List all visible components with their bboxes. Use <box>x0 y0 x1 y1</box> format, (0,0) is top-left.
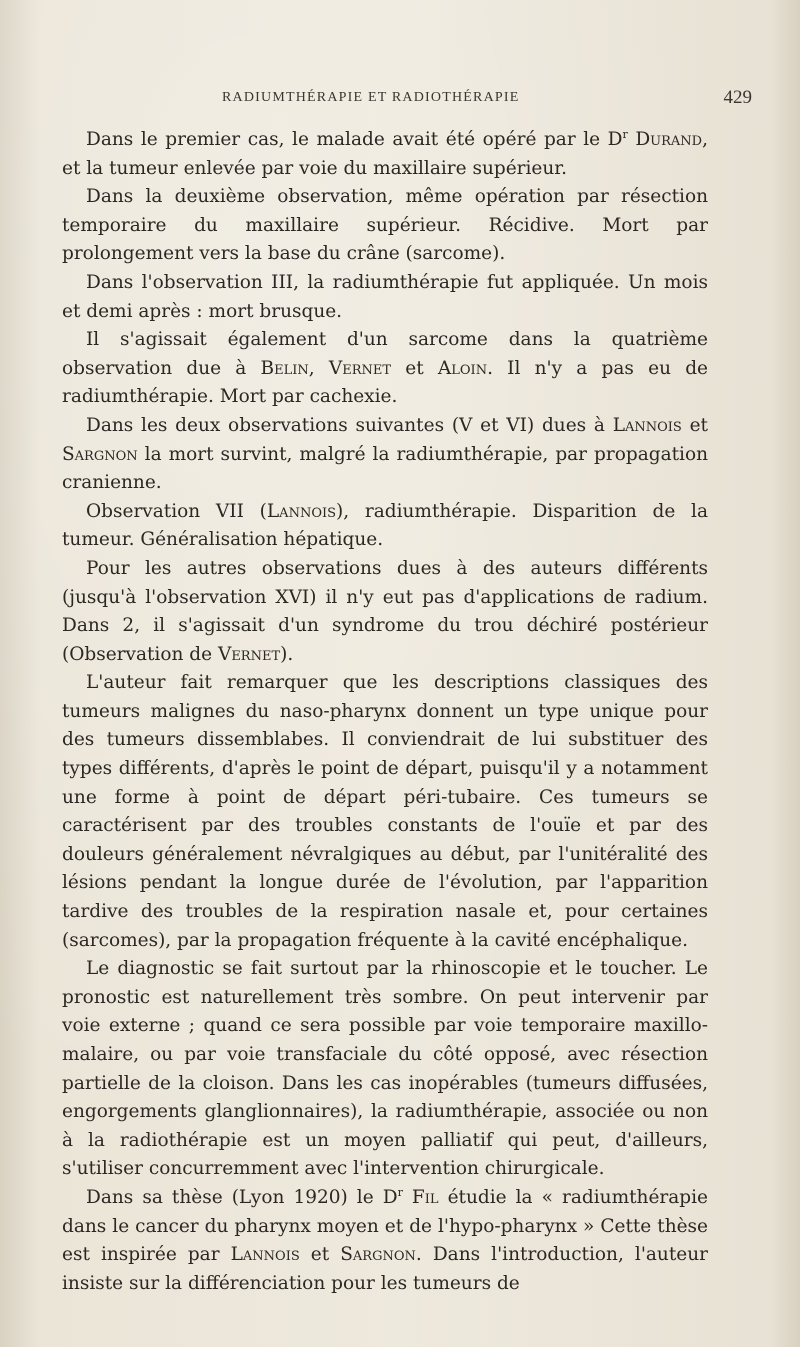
paragraph-9: Le diagnostic se fait surtout par la rhinoscopie et le toucher. Le pronostic est naturellement très sombre. On peut intervenir par voie externe ; quand ce sera possible par voie temporaire maxillo-malaire, ou par voie transfaciale du côté opposé, avec résection partielle de la cloison. Dans les cas inopérables (tumeurs diffusées, engorgements glanglionnaires), la radiumthérapie, associée ou non à la radiothérapie est un moyen palliatif qui peut, d'ailleurs, s'utiliser concurremment avec l'intervention chirurgicale. <box>62 958 708 1180</box>
text-run: Pour les autres observations dues à des auteurs différents (jusqu'à l'observation XVI) il n'y eut pas d'applications de radium. Dans 2, il s'agissait d'un syndrome du trou déchiré postérieur (Observation de <box>62 557 708 665</box>
text-run: . Dans l'introduction, l'auteur insiste sur la différenciation pour les tumeurs de <box>62 1244 708 1294</box>
text-run: et <box>299 1244 341 1266</box>
paragraph-4 <box>62 326 708 412</box>
superscript: r <box>397 1185 403 1199</box>
running-title: RADIUMTHÉRAPIE ET RADIOTHÉRAPIE <box>222 90 520 105</box>
paragraph-7 <box>62 555 708 669</box>
text-run: Observation VII ( <box>86 500 267 522</box>
author-name: Lannois <box>266 500 337 522</box>
text-run: Il s'agissait également d'un sarcome dans la quatrième observation due à <box>62 329 708 379</box>
text-run: ). <box>280 643 294 665</box>
paragraph-2: Dans la deuxième observation, même opération par résection temporaire du maxillaire supérieur. Récidive. Mort par prolongement vers la base du crâne (sarcome). <box>62 186 708 265</box>
author-name: Durand <box>635 129 703 150</box>
paragraph-6 <box>62 498 708 555</box>
text-run: et <box>391 357 438 379</box>
author-name: Belin <box>260 357 309 379</box>
author-name: Lannois <box>612 414 682 436</box>
author-name: Aloin <box>437 357 488 379</box>
body-text <box>62 126 708 1298</box>
author-name: Sargnon <box>62 443 138 465</box>
author-name: Vernet <box>217 643 281 665</box>
paragraph-3: Dans l'observation III, la radiumthérapie fut appliquée. Un mois et demi après : mort brusque. <box>62 271 708 322</box>
page-number: 429 <box>723 87 752 108</box>
text-run: et <box>681 414 708 436</box>
author-name: Vernet <box>328 357 392 379</box>
text-run: Dans le premier cas, le malade avait été opéré par le D <box>86 129 623 150</box>
paragraph-1 <box>62 126 708 183</box>
text-run: , et la tumeur enlevée par voie du maxillaire supérieur. <box>62 129 708 179</box>
text-run: , <box>308 357 329 379</box>
author-name: Sargnon <box>340 1244 416 1266</box>
paragraph-8: L'auteur fait remarquer que les descriptions classiques des tumeurs malignes du naso-pharynx donnent un type unique pour des tumeurs dissemblabes. Il conviendrait de lui substituer des types différents, d'après le point de départ, puisqu'il y a notamment une forme à point de départ péri-tubaire. Ces tumeurs se caractérisent par des troubles constants de l'ouïe et par des douleurs généralement névralgiques au début, par l'unitéralité des lésions pendant la longue durée de l'évolution, par l'apparition tardive des troubles de la respiration nasale et, pour certaines (sarcomes), par la propagation fréquente à la cavité encéphalique. <box>62 672 708 951</box>
paragraph-5 <box>62 412 708 498</box>
paragraph-10 <box>62 1184 708 1298</box>
text-run <box>403 1187 412 1208</box>
text-run: . Il n'y a pas eu de radiumthérapie. Mort par cachexie. <box>62 357 708 408</box>
text-run: étudie la « radiumthérapie dans le cancer du pharynx moyen et de l'hypo-pharynx » Cette thèse est inspirée par <box>62 1186 708 1266</box>
author-name: Fil <box>411 1186 439 1208</box>
text-run: la mort survint, malgré la radiumthérapie, par propagation cranienne. <box>62 443 708 494</box>
superscript: r <box>622 127 628 141</box>
text-run: Dans les deux observations suivantes (V et VI) dues à <box>86 414 613 436</box>
text-run: ), radiumthérapie. Disparition de la tumeur. Généralisation hépatique. <box>62 500 708 551</box>
page-header <box>60 87 760 114</box>
author-name: Lannois <box>230 1244 300 1266</box>
text-run: Dans sa thèse (Lyon 1920) le D <box>86 1186 398 1208</box>
